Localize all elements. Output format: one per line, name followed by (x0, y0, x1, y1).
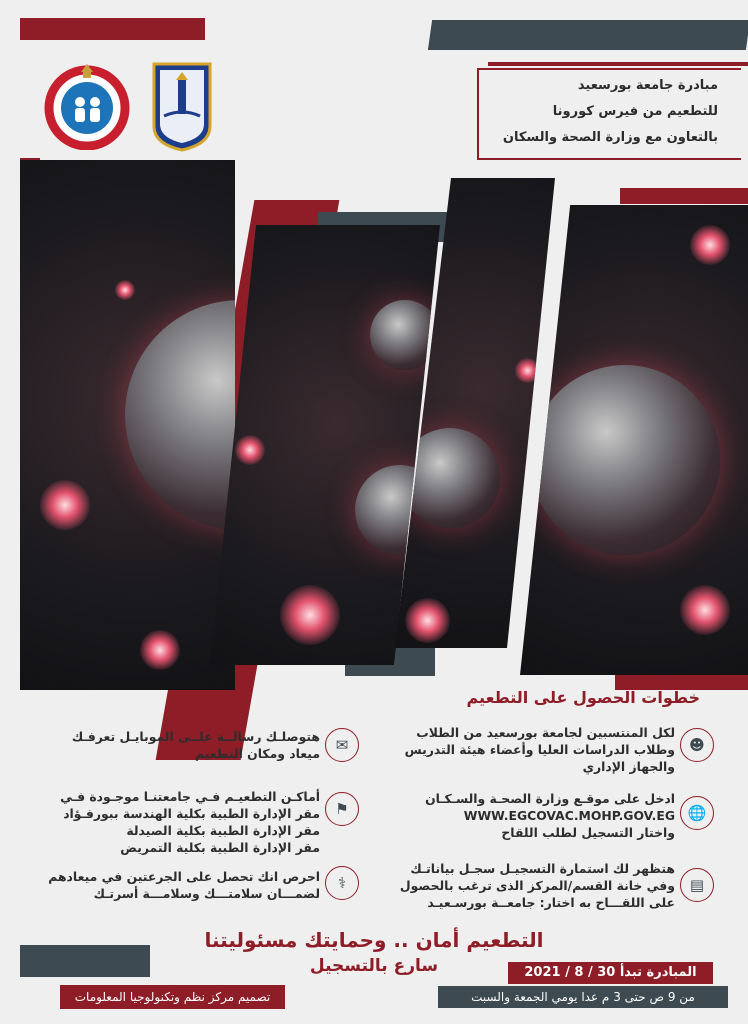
working-hours: من 9 ص حتى 3 م عدا يومي الجمعة والسبت (438, 986, 728, 1008)
initiative-start-date: المبادرة تبدأ 30 / 8 / 2021 (508, 962, 713, 984)
step-registration-form: هتظهر لك استمارة التسجيـل سجـل بياناتـك وفي خانة القسم/المركز الذى ترغب بالحصول على اللقـــاح به اختار: جامعــة بورسـعيـد (399, 861, 675, 910)
ministry-of-health-logo (42, 58, 132, 150)
map-location-icon: ⚑ (325, 792, 359, 826)
globe-icon: 🌐 (680, 796, 714, 830)
step-website: ادخل على موقـع وزارة الصحـة والسـكـان WWW.EGCOVAC.MOHP.GOV.EG واختار التسجيل لطلب اللقاح (385, 790, 675, 841)
port-said-university-logo (150, 60, 214, 152)
step-two-doses: احرص انك تحصل على الجرعتين في ميعادهم لضمـــان سلامتـــك وسلامـــة أسرتـك (48, 869, 320, 901)
form-icon: ▤ (680, 868, 714, 902)
collage-red-strip-2 (620, 188, 748, 204)
step-eligibility: لكل المنتسبين لجامعة بورسعيد من الطلاب وطلاب الدراسات العليا وأعضاء هيئة التدريس والجهاز الإداري (404, 725, 675, 774)
mobile-message-icon: ✉ (325, 728, 359, 762)
step-sms-notification: هتوصلـك رسالــة علــى الموبايـل تعرفـك ميعاد ومكان التطعيم (71, 729, 320, 761)
slogan-line-1: التطعيم أمان .. وحمايتك مسئوليتنا (204, 928, 544, 952)
header-line-1: مبادرة جامعة بورسعيد (577, 78, 718, 93)
virus-image-panel-1 (20, 160, 235, 690)
design-credit: تصميم مركز نظم وتكنولوجيا المعلومات (60, 985, 285, 1009)
step-vaccination-locations: أماكـن التطعيـم فـي جامعتنـا موجـودة فـي مقر الإدارة الطبية بكلية الهندسة ببورفـؤاد مقر الإدارة الطبية بكلية الصيدلة مقر الإدارة الطبية بكلية التمريض (60, 789, 320, 855)
header-line-2: للتطعيم من فيرس كورونا (552, 104, 718, 119)
header-line-3: بالتعاون مع وزارة الصحة والسكان (502, 130, 718, 145)
top-left-red-bar (20, 18, 205, 40)
header-accent-line (488, 62, 748, 66)
top-right-slate-bar (428, 20, 748, 50)
virus-image-panel-4 (520, 205, 748, 675)
group-icon: ☻ (680, 728, 714, 762)
website-url: WWW.EGCOVAC.MOHP.GOV.EG (463, 808, 675, 823)
steps-title: خطوات الحصول على التطعيم (466, 688, 700, 707)
slogan-line-2: سارع بالتسجيل (309, 956, 439, 976)
footer-slate-block (20, 945, 150, 977)
vaccine-icon: ⚕ (325, 866, 359, 900)
